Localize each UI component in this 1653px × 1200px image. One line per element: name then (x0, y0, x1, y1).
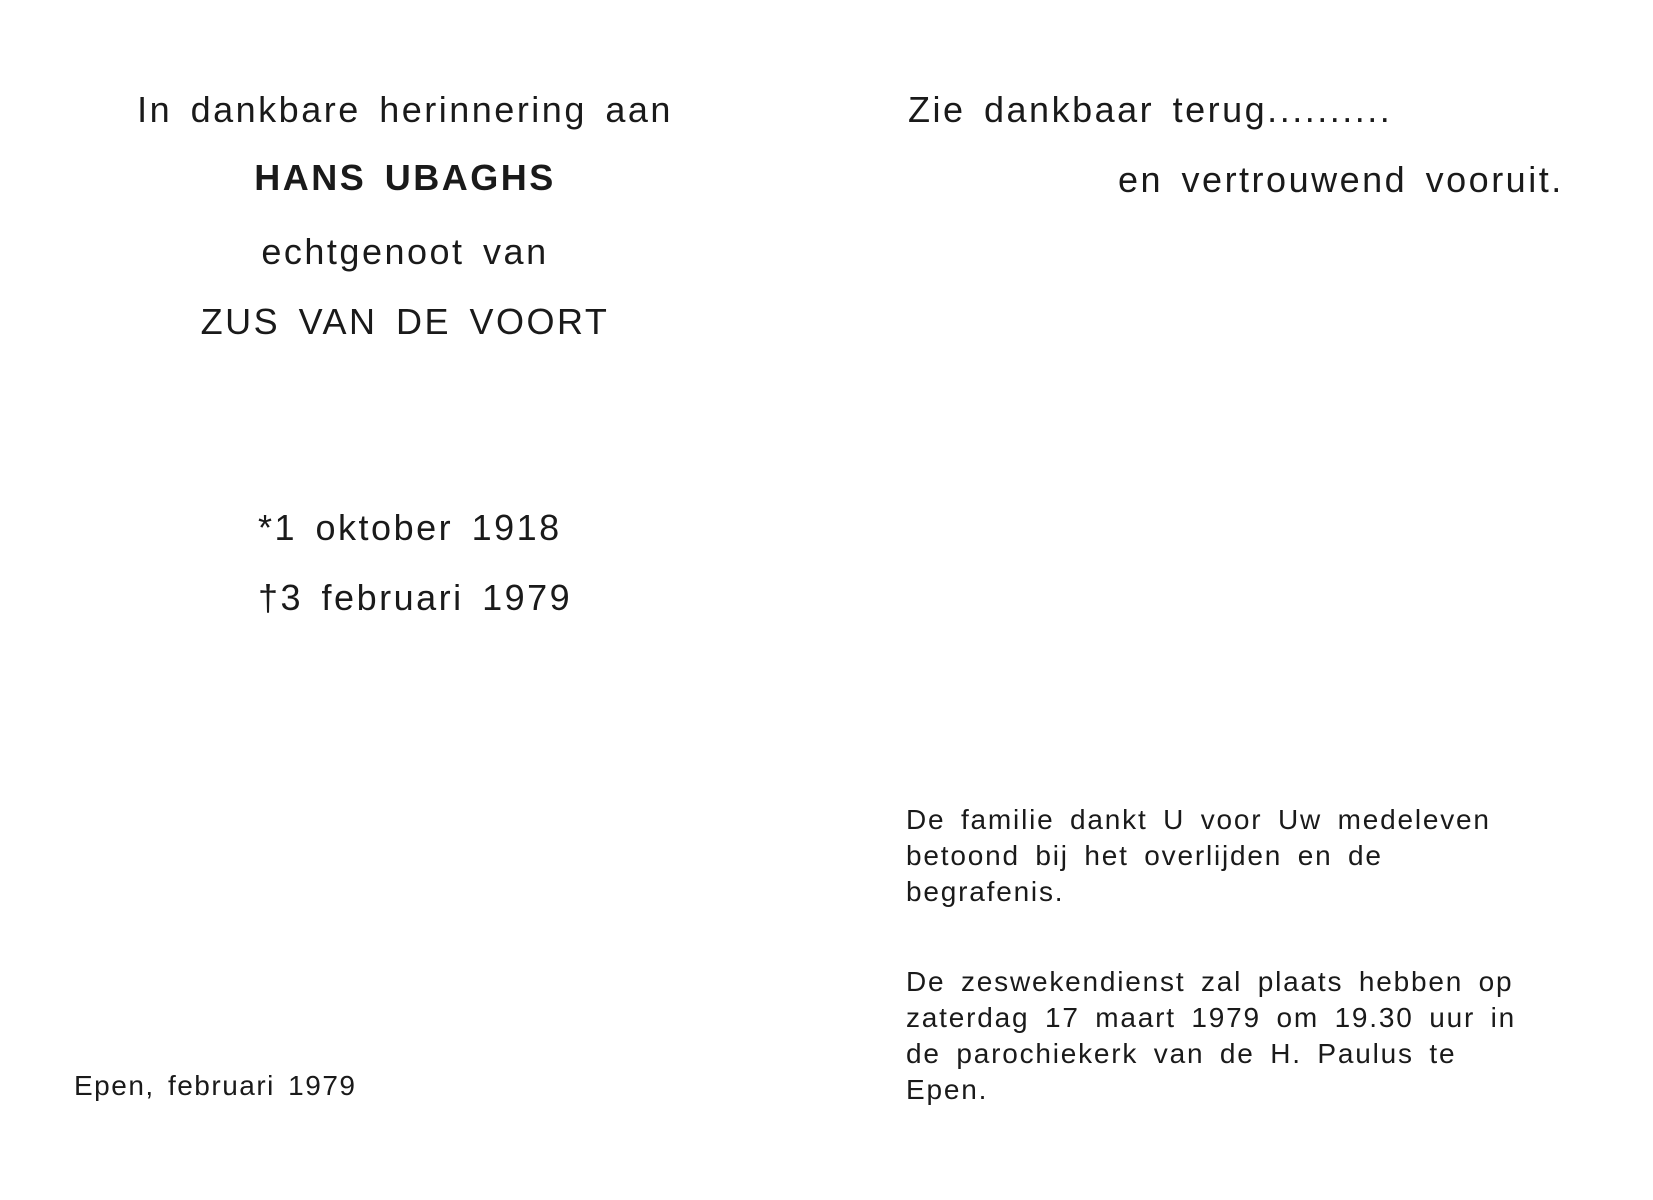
intro-line: In dankbare herinnering aan (137, 89, 673, 130)
place-date: Epen, februari 1979 (74, 1070, 357, 1101)
motto-line-1: Zie dankbaar terug.......... (908, 89, 1393, 130)
spouse-name: ZUS VAN DE VOORT (200, 301, 610, 342)
birth-date: *1 oktober 1918 (258, 507, 562, 548)
service-paragraph: De zeswekendienst zal plaats hebben op zaterdag 17 maart 1979 om 19.30 uur in de parochiekerk van de H. Paulus te Epen. (906, 966, 1517, 1105)
relation-line: echtgenoot van (261, 231, 549, 272)
motto-line-2: en vertrouwend vooruit. (1118, 159, 1564, 200)
death-date: †3 februari 1979 (258, 577, 573, 618)
deceased-name: HANS UBAGHS (254, 157, 556, 198)
thanks-paragraph: De familie dankt U voor Uw medeleven betoond bij het overlijden en de begrafenis. (906, 804, 1491, 907)
